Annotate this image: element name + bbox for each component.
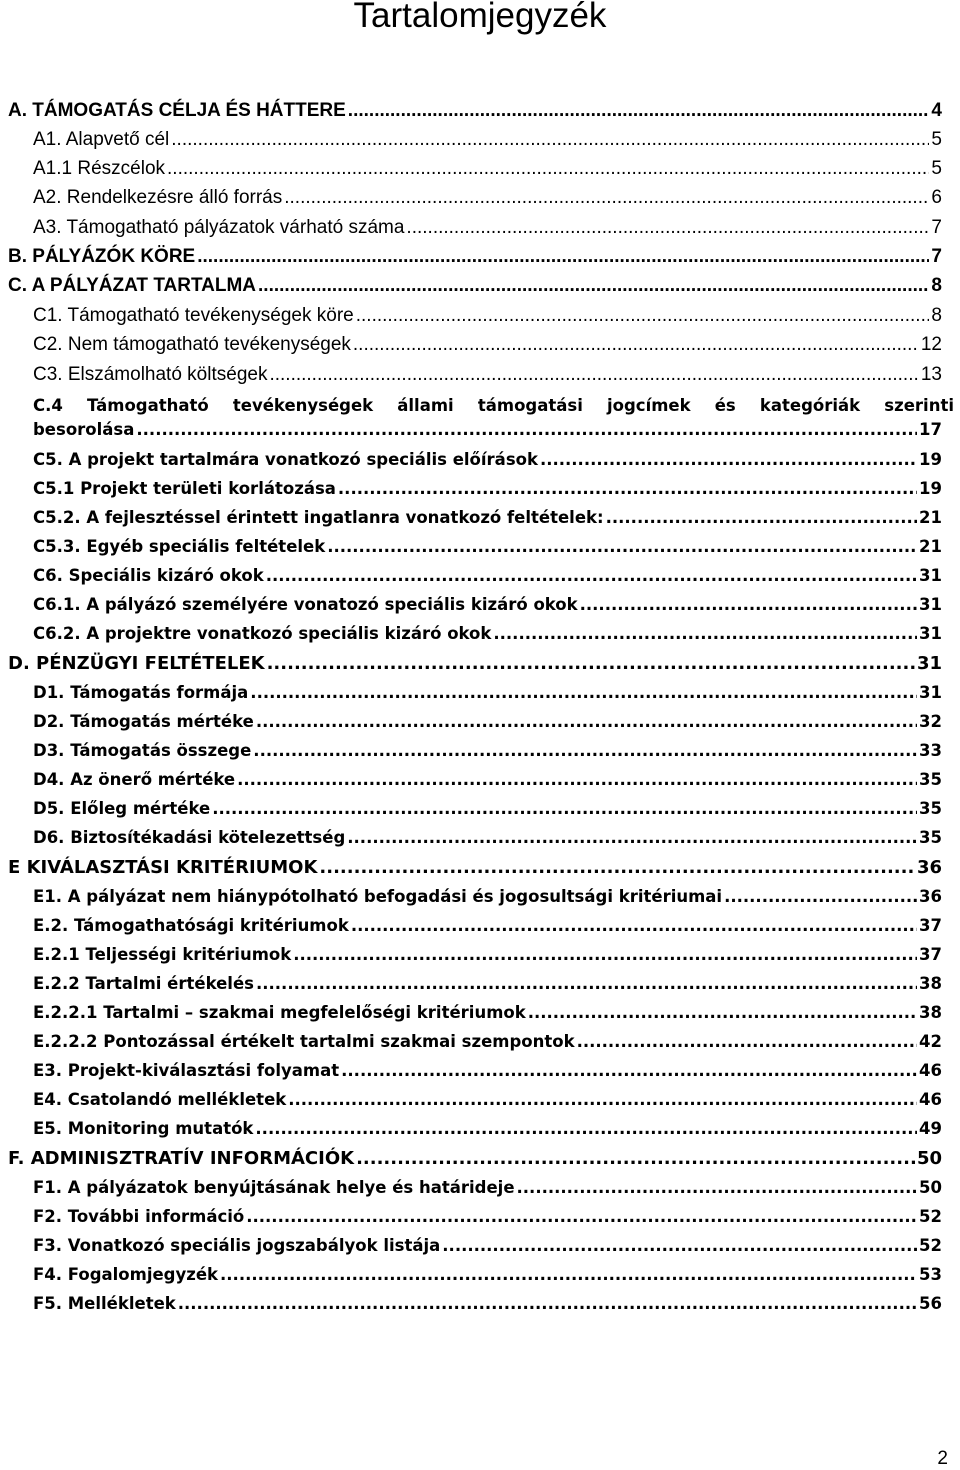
toc-entry[interactable]: F2. További információ ..... 52 <box>33 1204 942 1230</box>
toc-entry[interactable]: D2. Támogatás mértéke ..... 32 <box>33 709 942 735</box>
toc-entry[interactable]: B. PÁLYÁZÓK KÖRE ..... 7 <box>8 244 942 270</box>
toc-entry[interactable]: E.2.2.2 Pontozással értékelt tartalmi szakmai szempontok ..... 42 <box>33 1029 942 1055</box>
toc-entry[interactable]: A3. Támogatható pályázatok várható száma ..... 7 <box>33 215 942 241</box>
toc-entry[interactable]: E1. A pályázat nem hiánypótolható befogadási és jogosultsági kritériumai ..... 36 <box>33 884 942 910</box>
toc-entry[interactable]: D6. Biztosítékadási kötelezettség ..... 35 <box>33 825 942 851</box>
toc-entry[interactable]: C5.3. Egyéb speciális feltételek ..... 21 <box>33 534 942 560</box>
toc-entry[interactable]: C5.1 Projekt területi korlátozása ..... 19 <box>33 476 942 502</box>
toc-entry[interactable]: C2. Nem támogatható tevékenységek ..... 12 <box>33 332 942 358</box>
toc-entry[interactable]: C6.1. A pályázó személyére vonatozó speciális kizáró okok ..... 31 <box>33 592 942 618</box>
toc-entry[interactable]: E.2.2 Tartalmi értékelés ..... 38 <box>33 971 942 997</box>
toc-entry[interactable]: E4. Csatolandó mellékletek ..... 46 <box>33 1087 942 1113</box>
toc-entry[interactable]: C6.2. A projektre vonatkozó speciális kizáró okok ..... 31 <box>33 621 942 647</box>
toc-entry[interactable]: C1. Támogatható tevékenységek köre ..... 8 <box>33 303 942 329</box>
toc-entry[interactable]: C5. A projekt tartalmára vonatkozó speciális előírások ..... 19 <box>33 447 942 473</box>
toc-entry[interactable]: D5. Előleg mértéke ..... 35 <box>33 796 942 822</box>
toc-entry[interactable]: F1. A pályázatok benyújtásának helye és határideje ..... 50 <box>33 1175 942 1201</box>
toc-entry[interactable]: A. TÁMOGATÁS CÉLJA ÉS HÁTTERE ..... 4 <box>8 98 942 124</box>
toc-entry[interactable]: A1. Alapvető cél ..... 5 <box>33 127 942 153</box>
toc-entry[interactable]: F4. Fogalomjegyzék ..... 53 <box>33 1262 942 1288</box>
toc-entry[interactable]: A1.1 Részcélok ..... 5 <box>33 156 942 182</box>
toc-entry[interactable]: C. A PÁLYÁZAT TARTALMA ..... 8 <box>8 273 942 299</box>
toc-entry-wrapped-line[interactable]: C.4 Támogatható tevékenységek állami támogatási jogcímek és kategóriák szerinti <box>33 396 954 415</box>
toc-entry[interactable]: C6. Speciális kizáró okok ..... 31 <box>33 563 942 589</box>
toc-entry[interactable]: D4. Az önerő mértéke ..... 35 <box>33 767 942 793</box>
toc-entry[interactable]: C5.2. A fejlesztéssel érintett ingatlanra vonatkozó feltételek: ..... 21 <box>33 505 942 531</box>
page-title: Tartalomjegyzék <box>353 0 607 35</box>
toc-entry[interactable]: E3. Projekt-kiválasztási folyamat ..... 46 <box>33 1058 942 1084</box>
toc-entry[interactable]: D1. Támogatás formája ..... 31 <box>33 680 942 706</box>
toc-entry[interactable]: E.2. Támogathatósági kritériumok ..... 37 <box>33 913 942 939</box>
toc-entry[interactable]: E.2.1 Teljességi kritériumok ..... 37 <box>33 942 942 968</box>
toc-entry[interactable]: F5. Mellékletek ..... 56 <box>33 1291 942 1317</box>
toc-entry[interactable]: E KIVÁLASZTÁSI KRITÉRIUMOK ..... 36 <box>8 855 942 881</box>
toc-entry[interactable]: F. ADMINISZTRATÍV INFORMÁCIÓK ..... 50 <box>8 1146 942 1172</box>
toc-entry[interactable]: E.2.2.1 Tartalmi – szakmai megfelelőségi kritériumok ..... 38 <box>33 1000 942 1026</box>
toc-entry[interactable]: F3. Vonatkozó speciális jogszabályok listája ..... 52 <box>33 1233 942 1259</box>
toc-entry[interactable]: besorolása ..... 17 <box>33 417 942 443</box>
toc-entry[interactable]: C3. Elszámolható költségek ..... 13 <box>33 362 942 388</box>
toc-entry[interactable]: D3. Támogatás összege ..... 33 <box>33 738 942 764</box>
page-number: 2 <box>937 1448 948 1469</box>
toc-entry[interactable]: D. PÉNZÜGYI FELTÉTELEK ..... 31 <box>8 651 942 677</box>
toc-entry[interactable]: A2. Rendelkezésre álló forrás ..... 6 <box>33 185 942 211</box>
toc-entry[interactable]: E5. Monitoring mutatók ..... 49 <box>33 1116 942 1142</box>
